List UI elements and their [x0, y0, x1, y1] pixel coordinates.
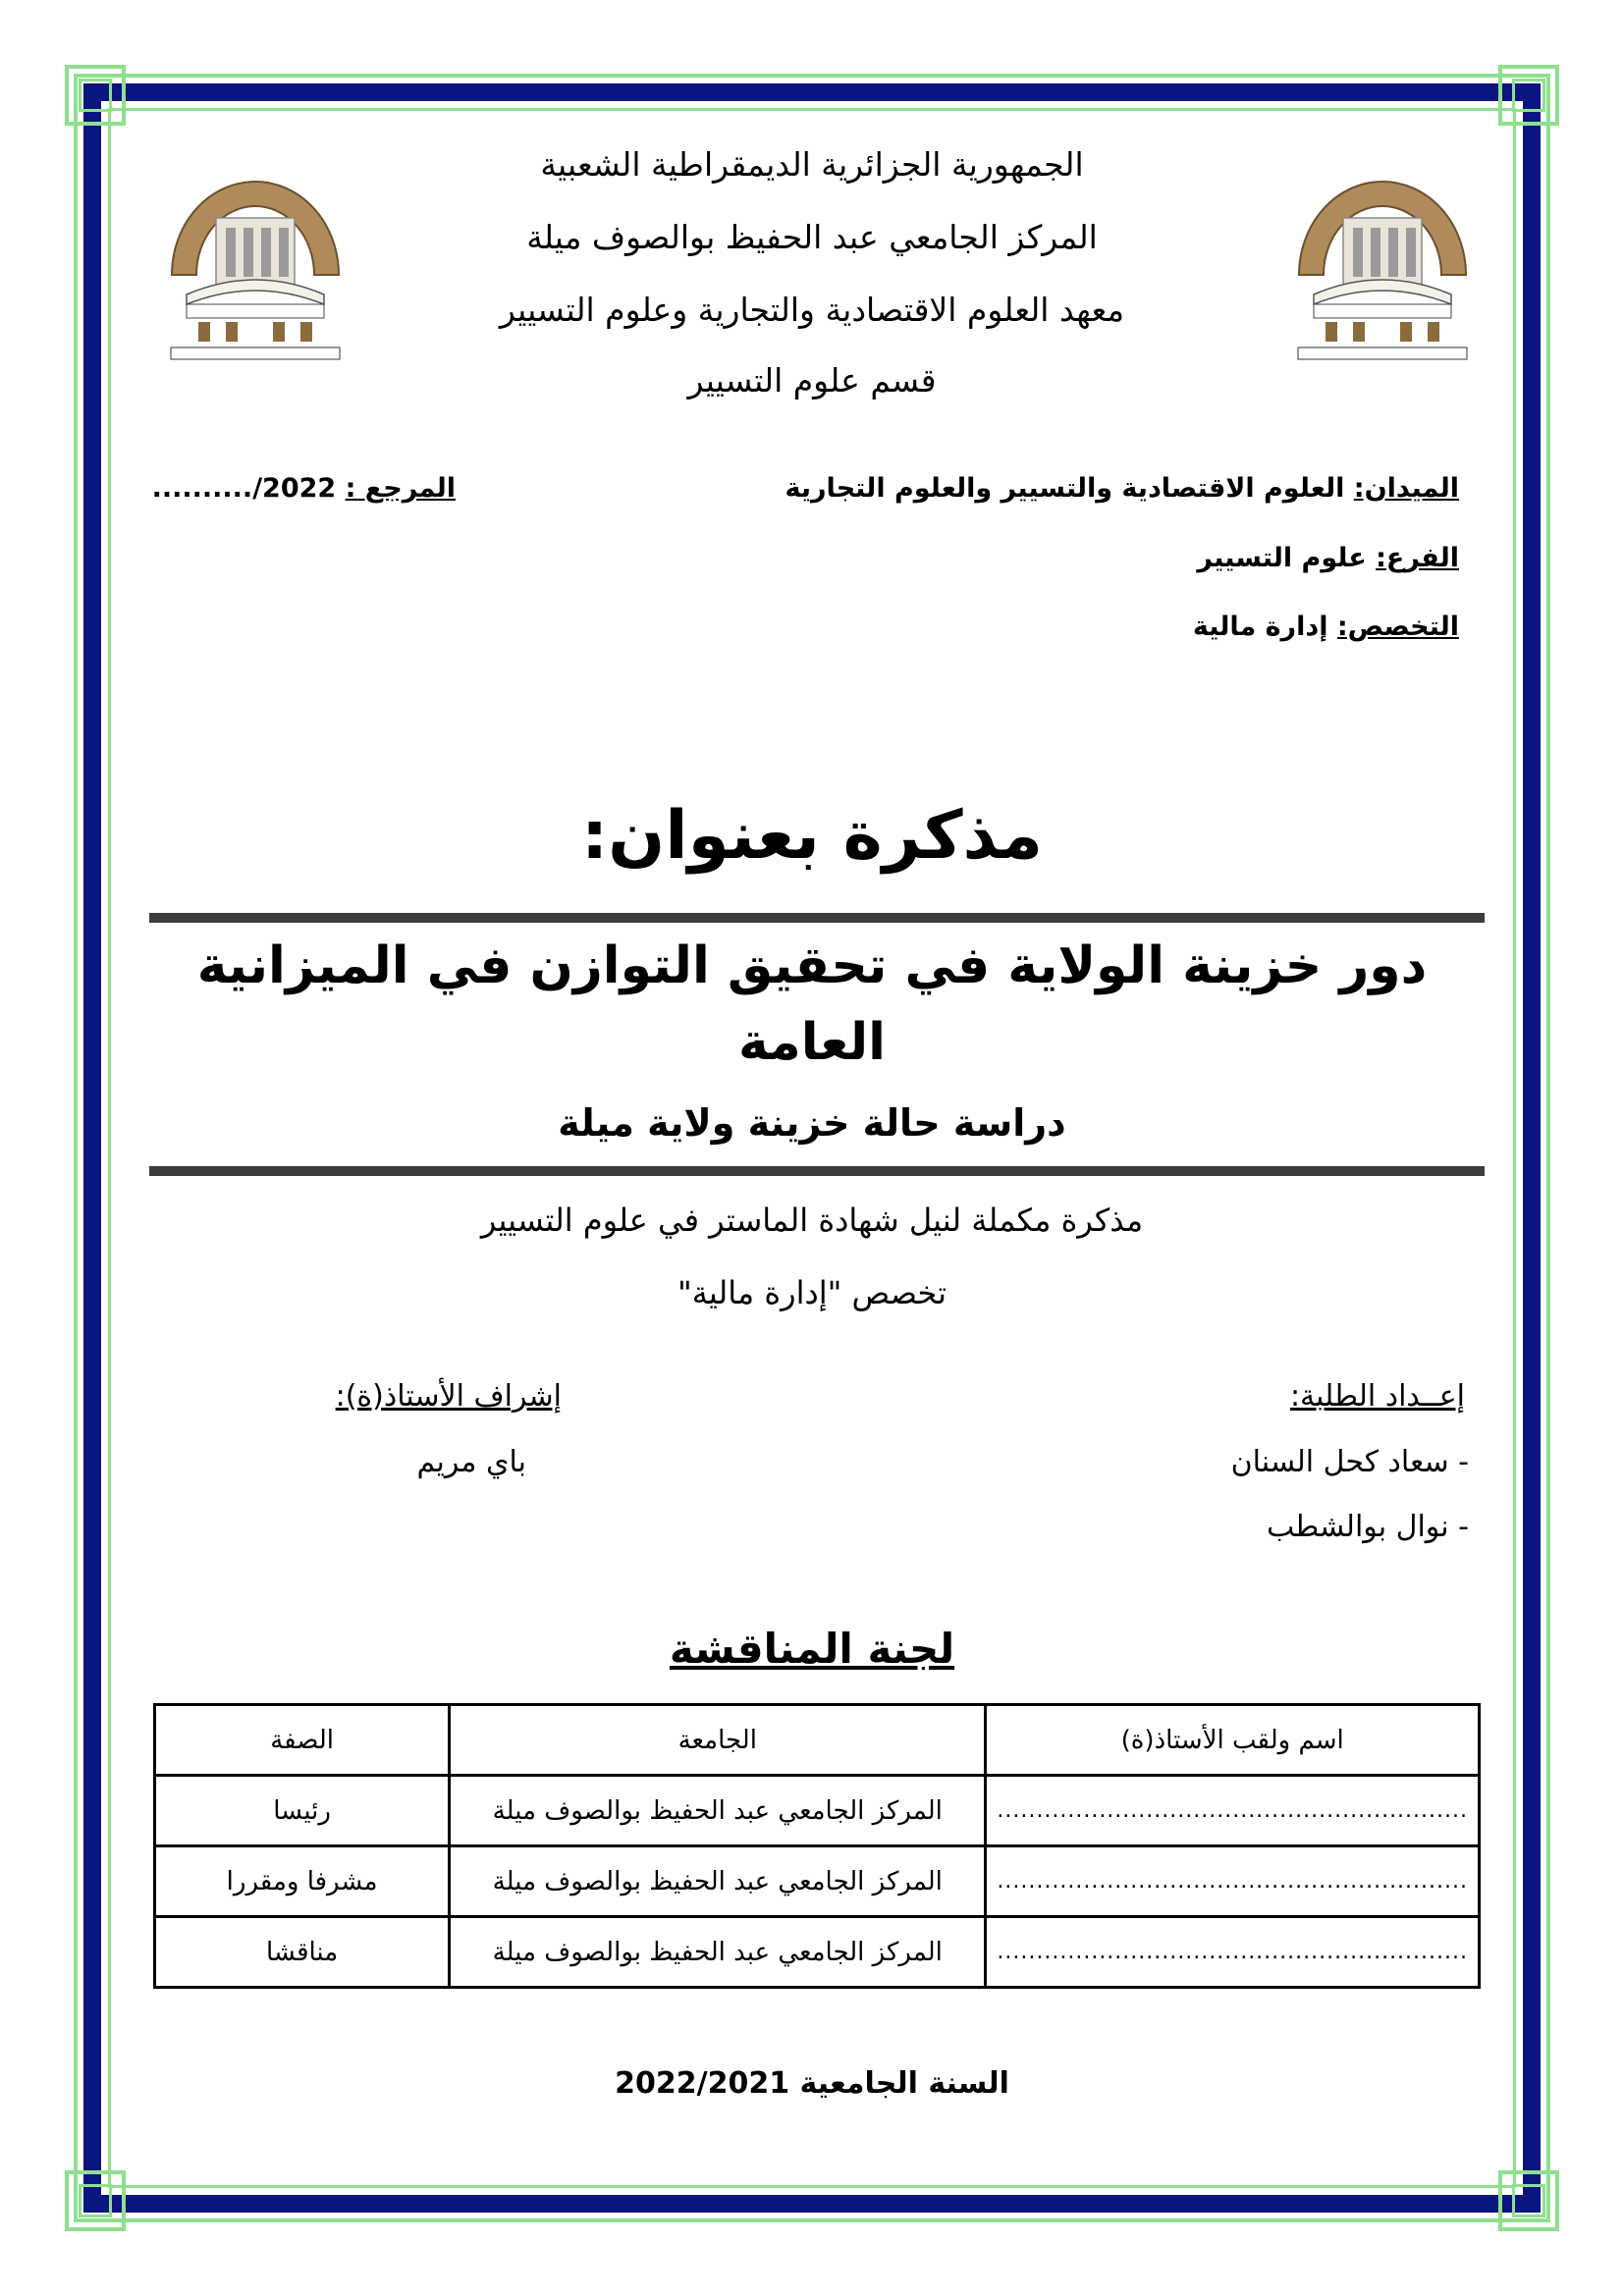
member-name-cell: ............................................................ [986, 1776, 1480, 1846]
field-reference [152, 473, 456, 504]
thesis-subject-line1: دور خزينة الولاية في تحقيق التوازن في الميزانية [196, 936, 1428, 995]
thesis-specialty: تخصص "إدارة مالية" [677, 1274, 947, 1311]
member-name-cell: ............................................................ [986, 1846, 1480, 1917]
corner-ornament-bottom-right [1498, 2170, 1559, 2231]
member-university-cell: المركز الجامعي عبد الحفيظ بوالصوف ميلة [450, 1776, 986, 1846]
university-logo-right [1284, 157, 1481, 363]
thesis-subject-line2: العامة [738, 1013, 886, 1072]
committee-heading: لجنة المناقشة [669, 1625, 955, 1673]
header-institute: معهد العلوم الاقتصادية والتجارية وعلوم التسيير [499, 291, 1125, 329]
column-header-name: اسم ولقب الأستاذ(ة) [986, 1705, 1480, 1776]
committee-table [153, 1703, 1481, 1989]
member-role-cell: رئيسا [155, 1776, 450, 1846]
title-rule-top [149, 913, 1485, 923]
member-university-cell: المركز الجامعي عبد الحفيظ بوالصوف ميلة [450, 1846, 986, 1917]
supervisor-name: باي مريم [416, 1445, 526, 1479]
field-branch [1197, 543, 1459, 573]
field-specialty [1193, 612, 1459, 642]
table-row [155, 1917, 1480, 1988]
field-branch-value: علوم التسيير [1197, 543, 1367, 573]
field-domain [785, 473, 1460, 504]
field-specialty-value: إدارة مالية [1192, 612, 1328, 642]
column-header-role: الصفة [155, 1705, 450, 1776]
table-row [155, 1846, 1480, 1917]
field-domain-value: العلوم الاقتصادية والتسيير والعلوم التجارية [785, 473, 1345, 504]
thesis-purpose: مذكرة مكملة لنيل شهادة الماستر في علوم التسيير [480, 1201, 1144, 1239]
header-republic: الجمهورية الجزائرية الديمقراطية الشعبية [540, 145, 1084, 184]
academic-year: السنة الجامعية 2022/2021 [615, 2066, 1009, 2101]
field-reference-value: ........../2022 [151, 473, 337, 504]
student-name-1: - سعاد كحل السنان [1230, 1445, 1469, 1479]
member-role-cell: مشرفا ومقررا [155, 1846, 450, 1917]
field-branch-label: الفرع: [1376, 543, 1459, 573]
header-department: قسم علوم التسيير [687, 361, 937, 400]
column-header-university: الجامعة [450, 1705, 986, 1776]
member-university-cell: المركز الجامعي عبد الحفيظ بوالصوف ميلة [450, 1917, 986, 1988]
thesis-title-heading: مذكرة بعنوان: [581, 797, 1043, 875]
title-rule-bottom [149, 1166, 1485, 1176]
member-role-cell: مناقشا [155, 1917, 450, 1988]
member-name-cell: ............................................................ [986, 1917, 1480, 1988]
thesis-subject [157, 928, 1467, 1081]
students-heading: إعــداد الطلبة: [1289, 1379, 1465, 1414]
supervisor-heading: إشراف الأستاذ(ة): [335, 1379, 562, 1414]
corner-ornament-top-left [65, 65, 126, 126]
table-header-row [155, 1705, 1480, 1776]
case-study-title: دراسة حالة خزينة ولاية ميلة [558, 1101, 1066, 1145]
field-reference-label: المرجع : [345, 473, 456, 504]
field-specialty-label: التخصص: [1336, 612, 1459, 642]
university-logo-left [157, 157, 353, 363]
corner-ornament-bottom-left [65, 2170, 126, 2231]
field-domain-label: الميدان: [1353, 473, 1459, 504]
header-university: المركز الجامعي عبد الحفيظ بوالصوف ميلة [526, 218, 1098, 256]
student-name-2: - نوال بوالشطب [1266, 1510, 1469, 1544]
table-row [155, 1776, 1480, 1846]
corner-ornament-top-right [1498, 65, 1559, 126]
